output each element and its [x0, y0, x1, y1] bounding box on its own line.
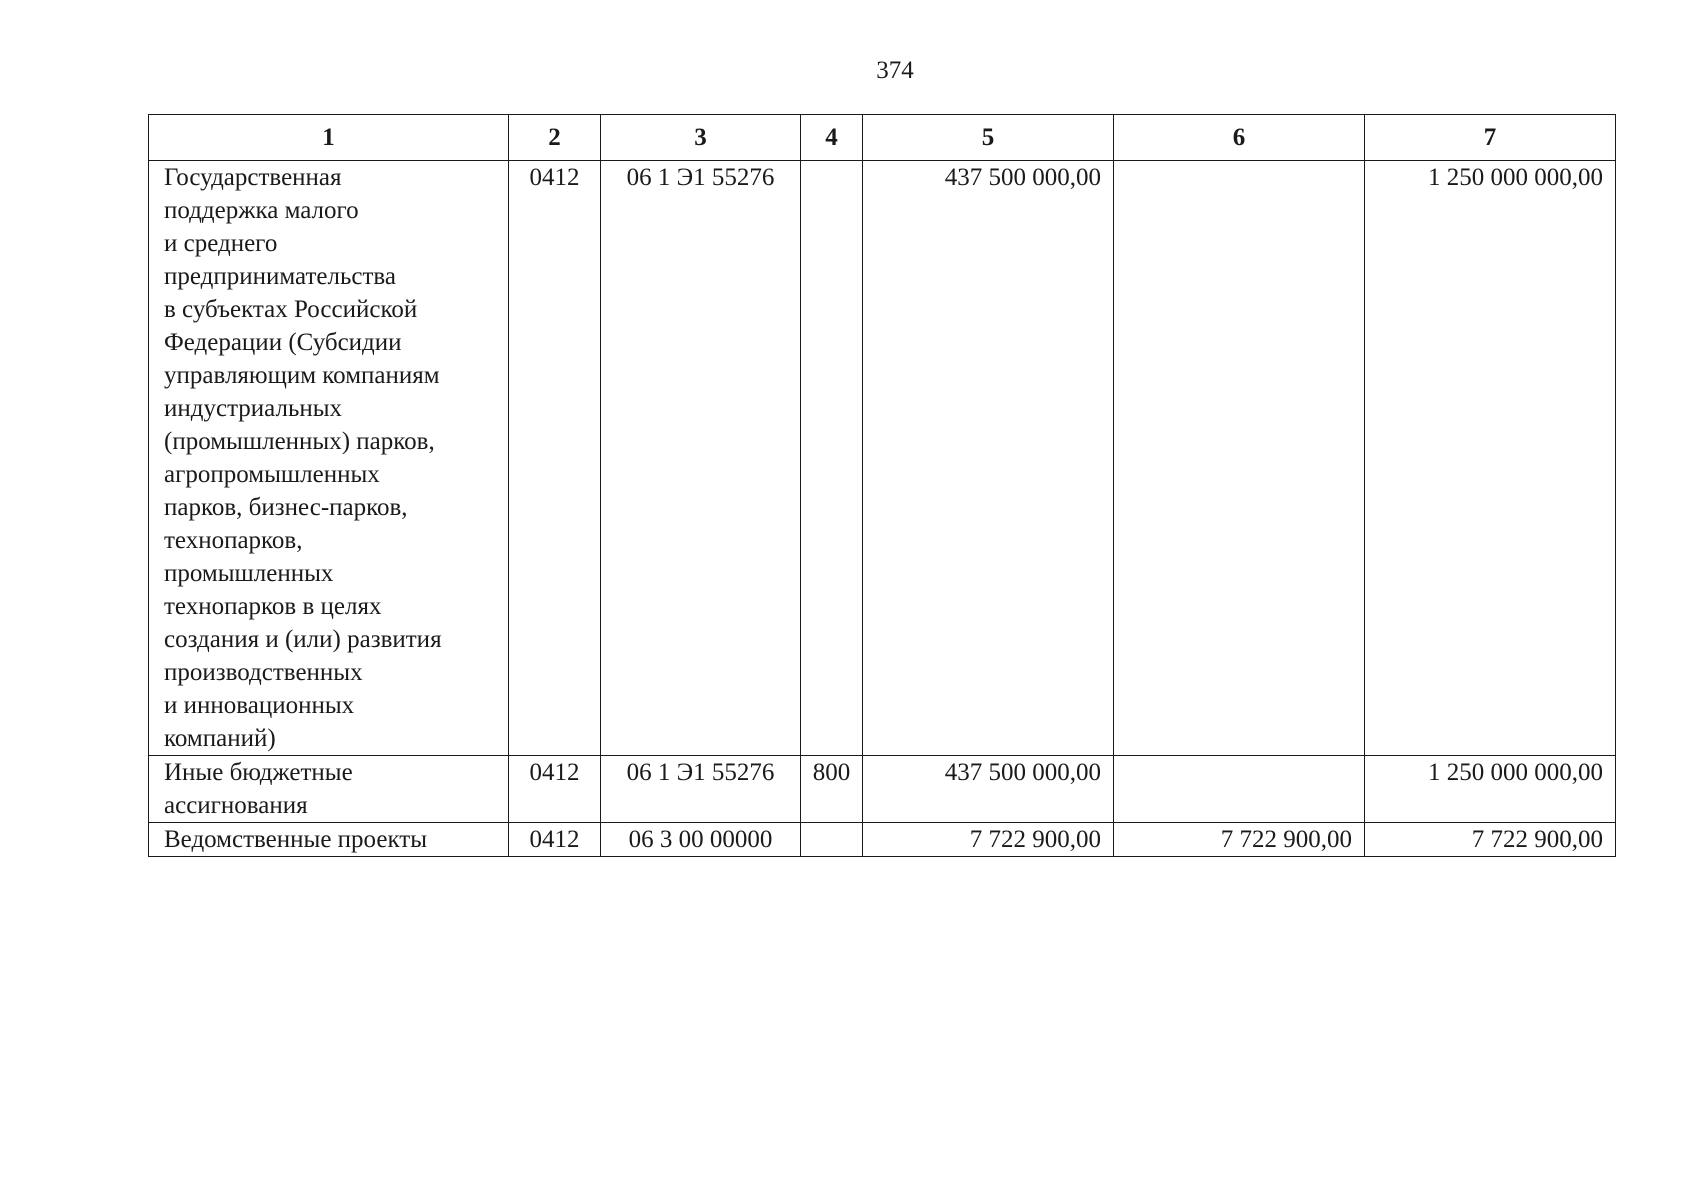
row-name-line: Иные бюджетные [164, 759, 353, 786]
row-name-line: и среднего [164, 230, 278, 257]
row-type-cell [801, 161, 863, 756]
row-name-line: в субъектах Российской [164, 296, 418, 323]
table-row [149, 756, 1616, 823]
row-name-line: поддержка малого [164, 197, 359, 224]
row-target-cell: 06 1 Э1 55276 [601, 756, 801, 823]
table-row [149, 161, 1616, 756]
header-col-3: 3 [601, 115, 801, 161]
row-name-line: промышленных [164, 560, 334, 587]
row-name-line: ассигнования [164, 792, 308, 819]
row-name-line: Государственная [164, 164, 342, 191]
row-name-line: агропромышленных [164, 461, 380, 488]
row-col7-cell: 1 250 000 000,00 [1365, 161, 1616, 756]
row-name-line: технопарков в целях [164, 593, 382, 620]
header-col-6: 6 [1114, 115, 1365, 161]
row-target-cell: 06 1 Э1 55276 [601, 161, 801, 756]
row-col6-cell: 7 722 900,00 [1114, 823, 1365, 857]
row-name-line: Ведомственные проекты [164, 826, 428, 853]
row-col6-cell [1114, 756, 1365, 823]
row-name-cell [149, 823, 509, 857]
row-col5-cell: 7 722 900,00 [863, 823, 1114, 857]
row-name-line: (промышленных) парков, [164, 428, 435, 455]
row-name-line: парков, бизнес-парков, [164, 494, 408, 521]
header-col-2: 2 [509, 115, 601, 161]
row-name-cell [149, 161, 509, 756]
row-name-line: Федерации (Субсидии [164, 329, 402, 356]
row-col5-cell: 437 500 000,00 [863, 756, 1114, 823]
row-section-cell: 0412 [509, 756, 601, 823]
row-name-cell [149, 756, 509, 823]
row-name-line: индустриальных [164, 395, 343, 422]
budget-table [148, 114, 1616, 857]
row-name-line: технопарков, [164, 527, 303, 554]
row-col7-cell: 1 250 000 000,00 [1365, 756, 1616, 823]
row-name-line: компаний) [164, 725, 276, 752]
row-col5-cell: 437 500 000,00 [863, 161, 1114, 756]
row-name-line: создания и (или) развития [164, 626, 442, 653]
row-name-line: и инновационных [164, 692, 355, 719]
header-col-1: 1 [149, 115, 509, 161]
row-name-line: производственных [164, 659, 363, 686]
row-name-line: управляющим компаниям [164, 362, 440, 389]
row-name-line: предпринимательства [164, 263, 396, 290]
table-header-row [149, 115, 1616, 161]
page-number: 374 [876, 57, 914, 84]
row-target-cell: 06 3 00 00000 [601, 823, 801, 857]
row-type-cell: 800 [801, 756, 863, 823]
row-col6-cell [1114, 161, 1365, 756]
table-row [149, 823, 1616, 857]
row-section-cell: 0412 [509, 823, 601, 857]
row-section-cell: 0412 [509, 161, 601, 756]
header-col-7: 7 [1365, 115, 1616, 161]
header-col-5: 5 [863, 115, 1114, 161]
row-col7-cell: 7 722 900,00 [1365, 823, 1616, 857]
header-col-4: 4 [801, 115, 863, 161]
row-type-cell [801, 823, 863, 857]
